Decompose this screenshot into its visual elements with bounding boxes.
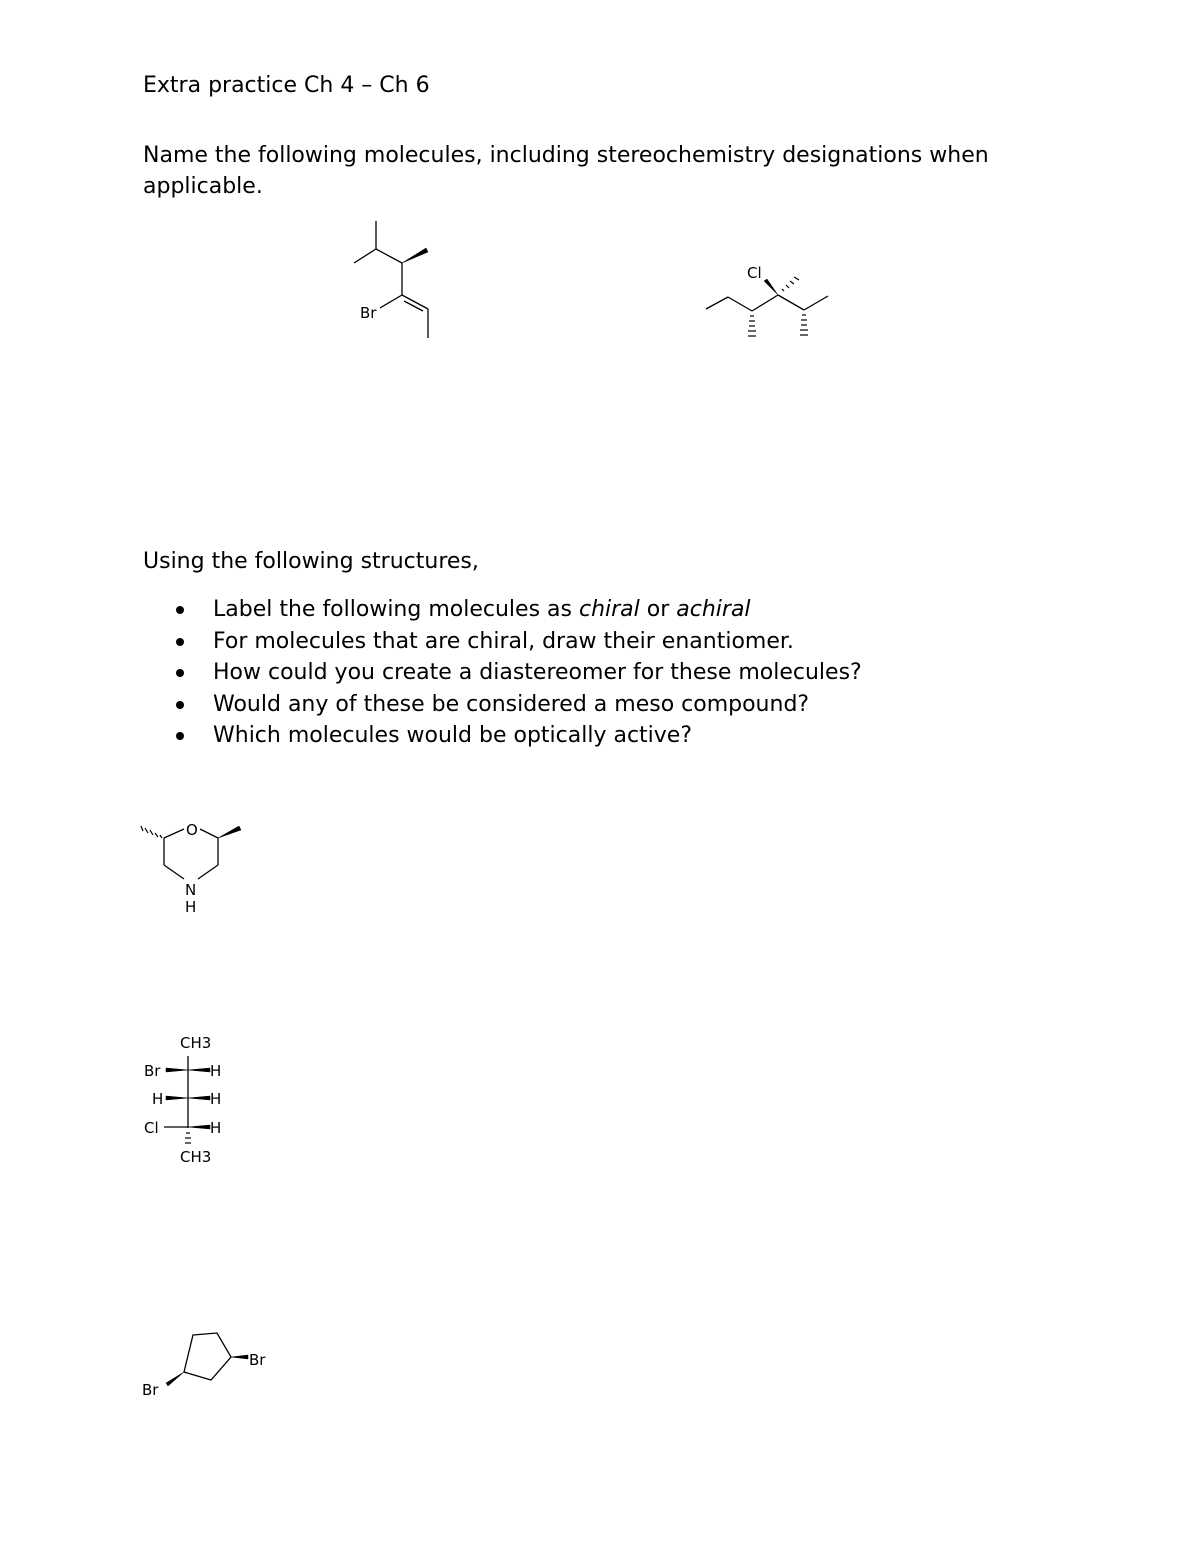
fischer-top-group: CH3: [180, 1034, 212, 1052]
bond: [164, 829, 184, 838]
fischer-row3-right: H: [210, 1119, 222, 1137]
morpholine-structure: [135, 815, 250, 920]
list-item: How could you create a diastereomer for these molecules?: [143, 657, 862, 689]
bond: [804, 296, 828, 310]
atom-label-cl: Cl: [747, 264, 762, 282]
bullet-dot: [176, 732, 184, 740]
bond: [376, 249, 402, 263]
fischer-row2-right: H: [210, 1090, 222, 1108]
bullet-dot: [176, 638, 184, 646]
atom-label-o: O: [186, 821, 198, 839]
structures-instruction: Using the following structures,: [143, 549, 479, 574]
bullet-dot: [176, 701, 184, 709]
cyclopentane-structure: [138, 1325, 278, 1405]
hashed-bond: [141, 826, 162, 838]
atom-label-n: N: [185, 881, 197, 899]
double-bond-inner: [404, 301, 423, 311]
fischer-row1-left: Br: [144, 1062, 161, 1080]
atom-label-br: Br: [360, 304, 377, 322]
wedge-bond: [231, 1355, 248, 1359]
bond: [198, 865, 218, 879]
list-item: Label the following molecules as chiral or achiral: [143, 594, 862, 626]
bond: [752, 295, 778, 311]
bullet-dot: [176, 669, 184, 677]
fischer-bottom-group: CH3: [180, 1148, 212, 1166]
wedge-bond: [218, 826, 241, 838]
hashed-bond: [782, 277, 799, 291]
hashed-bond: [748, 316, 756, 336]
atom-label-h: H: [185, 898, 197, 916]
bond: [706, 297, 728, 309]
wedge-bond: [188, 1125, 210, 1129]
fischer-row3-left: Cl: [144, 1119, 159, 1137]
wedge-bond: [166, 1096, 188, 1100]
bond: [164, 865, 184, 879]
list-item: Would any of these be considered a meso compound?: [143, 689, 862, 721]
molecule-a-structure: [340, 215, 450, 345]
hashed-bond: [185, 1133, 191, 1143]
wedge-bond: [166, 1068, 188, 1072]
wedge-bond: [166, 1372, 184, 1386]
bullet-dot: [176, 606, 184, 614]
bond: [728, 297, 752, 311]
wedge-bond: [188, 1068, 210, 1072]
question-list: [143, 594, 862, 752]
fischer-row1-right: H: [210, 1062, 222, 1080]
atom-label-br-left: Br: [142, 1381, 159, 1399]
page-title: Extra practice Ch 4 – Ch 6: [143, 73, 430, 98]
bond: [380, 295, 402, 308]
hashed-bond: [800, 315, 808, 335]
list-item: Which molecules would be optically active?: [143, 720, 862, 752]
wedge-bond: [402, 248, 428, 263]
naming-instruction: Name the following molecules, including stereochemistry designations when applicable.: [143, 143, 989, 199]
bond: [200, 829, 218, 838]
atom-label-br-right: Br: [249, 1351, 266, 1369]
cyclopentane-ring: [184, 1333, 231, 1380]
bond: [354, 249, 376, 263]
list-item: For molecules that are chiral, draw their enantiomer.: [143, 626, 862, 658]
wedge-bond: [188, 1096, 210, 1100]
fischer-row2-left: H: [152, 1090, 164, 1108]
bond: [778, 295, 804, 310]
molecule-b-structure: [700, 255, 840, 350]
fischer-projection: [140, 1030, 240, 1170]
wedge-bond: [764, 279, 778, 295]
